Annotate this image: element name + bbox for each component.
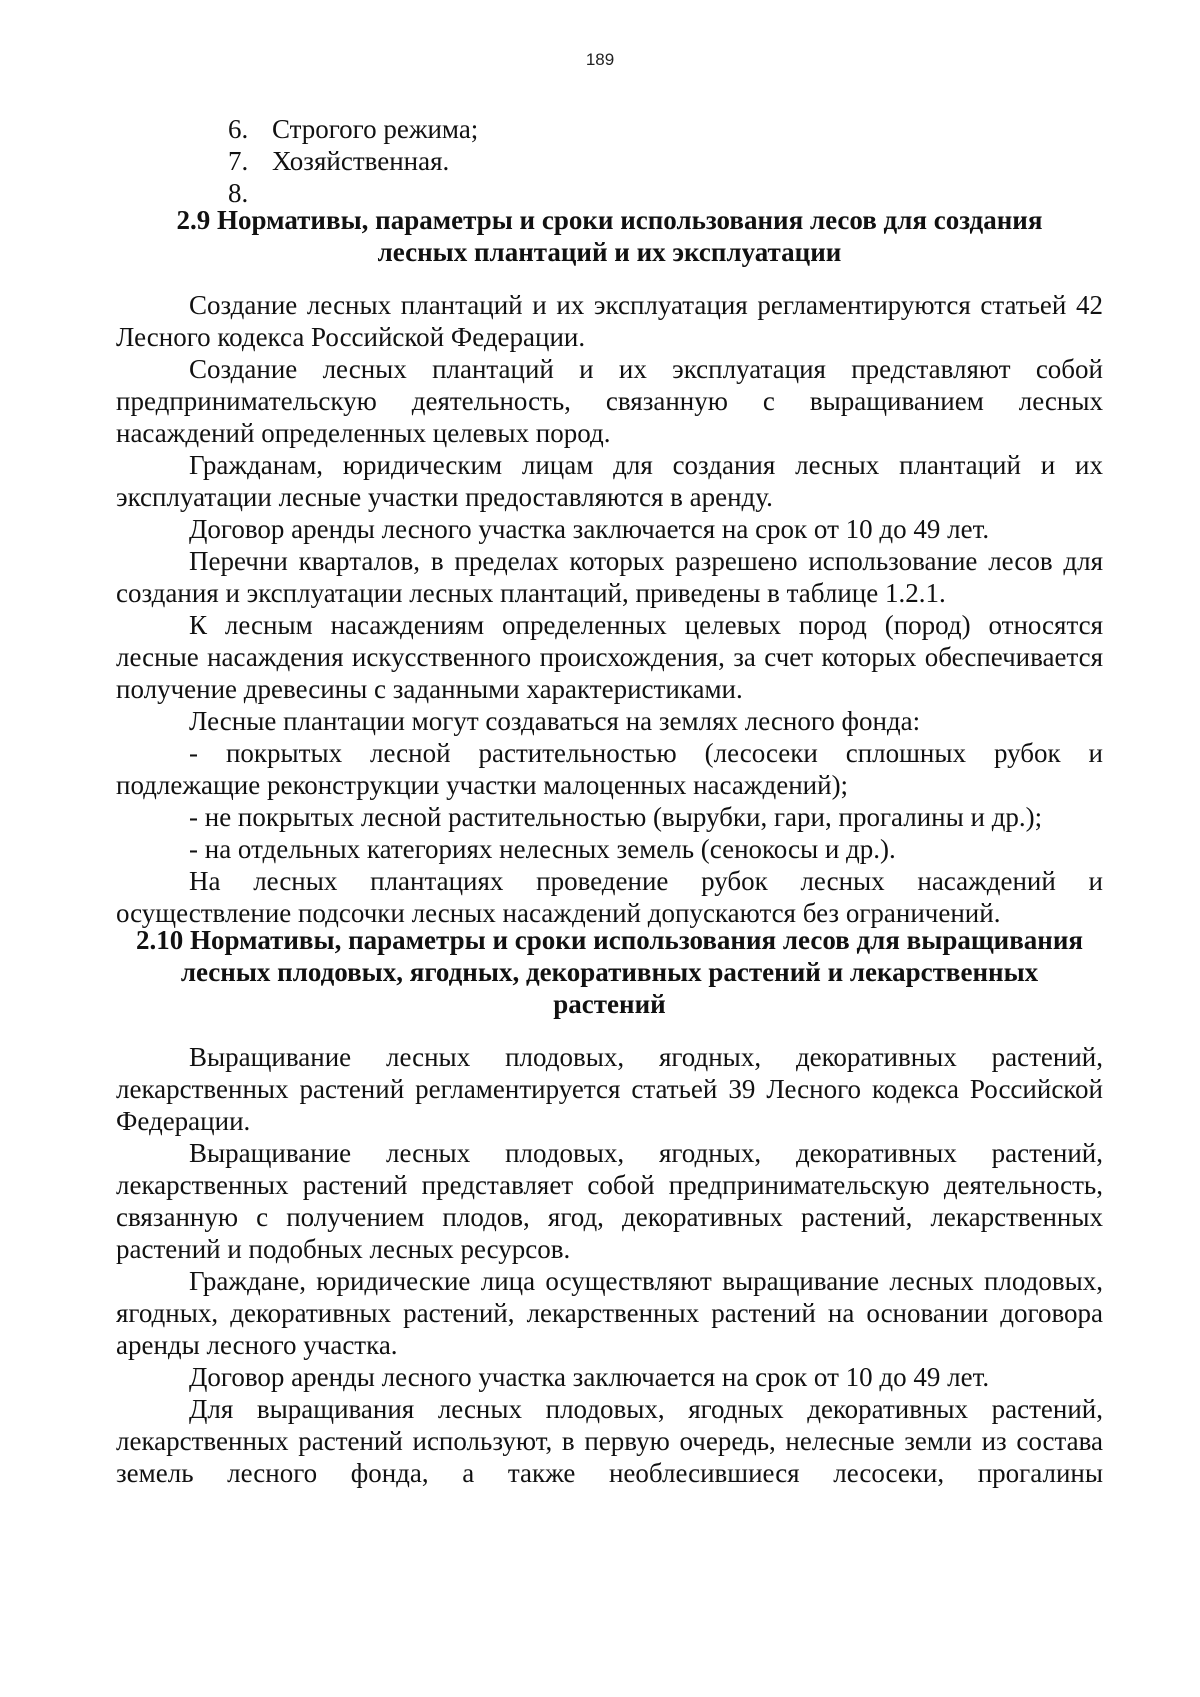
section-2-9-heading xyxy=(116,204,1103,268)
numbered-list xyxy=(228,113,478,209)
paragraph: Выращивание лесных плодовых, ягодных, декоративных растений, лекарственных растений представляет собой предпринимательскую деятельность, связанную с получением плодов, ягод, декоративных растений, лекарственных растений и подобных лесных ресурсов. xyxy=(116,1138,1103,1264)
list-item-number: 7. xyxy=(228,146,249,176)
section-heading-line: 2.9 Нормативы, параметры и сроки использования лесов для создания xyxy=(176,205,1043,235)
paragraph: Граждане, юридические лица осуществляют выращивание лесных плодовых, ягодных, декоративных растений, лекарственных растений на основании договора аренды лесного участка. xyxy=(116,1266,1103,1360)
list-item xyxy=(228,145,478,177)
paragraph: Для выращивания лесных плодовых, ягодных декоративных растений, лекарственных растений используют, в первую очередь, нелесные земли из состава земель лесного фонда, а также необлесившиеся лесосеки, прогалины xyxy=(116,1394,1103,1488)
paragraph: К лесным насаждениям определенных целевых пород (пород) относятся лесные насаждения искусственного происхождения, за счет которых обеспечивается получение древесины с заданными характеристиками. xyxy=(116,610,1103,704)
paragraph: Лесные плантации могут создаваться на землях лесного фонда: xyxy=(189,706,921,736)
section-2-10-heading xyxy=(116,924,1103,1020)
page-number: 189 xyxy=(585,50,615,69)
list-item xyxy=(228,113,478,145)
paragraph: Создание лесных плантаций и их эксплуатация регламентируются статьей 42 Лесного кодекса Российской Федерации. xyxy=(116,290,1103,352)
bullet-item: - на отдельных категориях нелесных земель (сенокосы и др.). xyxy=(189,834,896,864)
section-2-9-body xyxy=(116,289,1103,929)
paragraph: Гражданам, юридическим лицам для создания лесных плантаций и их эксплуатации лесные участки предоставляются в аренду. xyxy=(116,450,1103,512)
section-heading-line: лесных плодовых, ягодных, декоративных растений и лекарственных xyxy=(180,957,1039,987)
list-item-number: 8. xyxy=(228,178,249,208)
bullet-item: - не покрытых лесной растительностью (вырубки, гари, прогалины и др.); xyxy=(189,802,1043,832)
list-item-text: Хозяйственная. xyxy=(272,146,450,176)
list-item-number: 6. xyxy=(228,114,249,144)
section-2-10-body xyxy=(116,1041,1103,1489)
paragraph: Договор аренды лесного участка заключается на срок от 10 до 49 лет. xyxy=(189,1362,990,1392)
bullet-item: - покрытых лесной растительностью (лесосеки сплошных рубок и подлежащие реконструкции участки малоценных насаждений); xyxy=(116,738,1103,800)
section-heading-line: растений xyxy=(553,989,666,1019)
section-heading-line: 2.10 Нормативы, параметры и сроки использования лесов для выращивания xyxy=(136,925,1083,955)
paragraph: Выращивание лесных плодовых, ягодных, декоративных растений, лекарственных растений регламентируется статьей 39 Лесного кодекса Российской Федерации. xyxy=(116,1042,1103,1136)
paragraph: Перечни кварталов, в пределах которых разрешено использование лесов для создания и эксплуатации лесных плантаций, приведены в таблице 1.2.1. xyxy=(116,546,1103,608)
section-heading-line: лесных плантаций и их эксплуатации xyxy=(377,237,842,267)
paragraph: Договор аренды лесного участка заключается на срок от 10 до 49 лет. xyxy=(189,514,990,544)
paragraph: Создание лесных плантаций и их эксплуатация представляют собой предпринимательскую деятельность, связанную с выращиванием лесных насаждений определенных целевых пород. xyxy=(116,354,1103,448)
list-item-text: Строгого режима; xyxy=(272,114,479,144)
paragraph: На лесных плантациях проведение рубок лесных насаждений и осуществление подсочки лесных насаждений допускаются без ограничений. xyxy=(116,866,1103,928)
